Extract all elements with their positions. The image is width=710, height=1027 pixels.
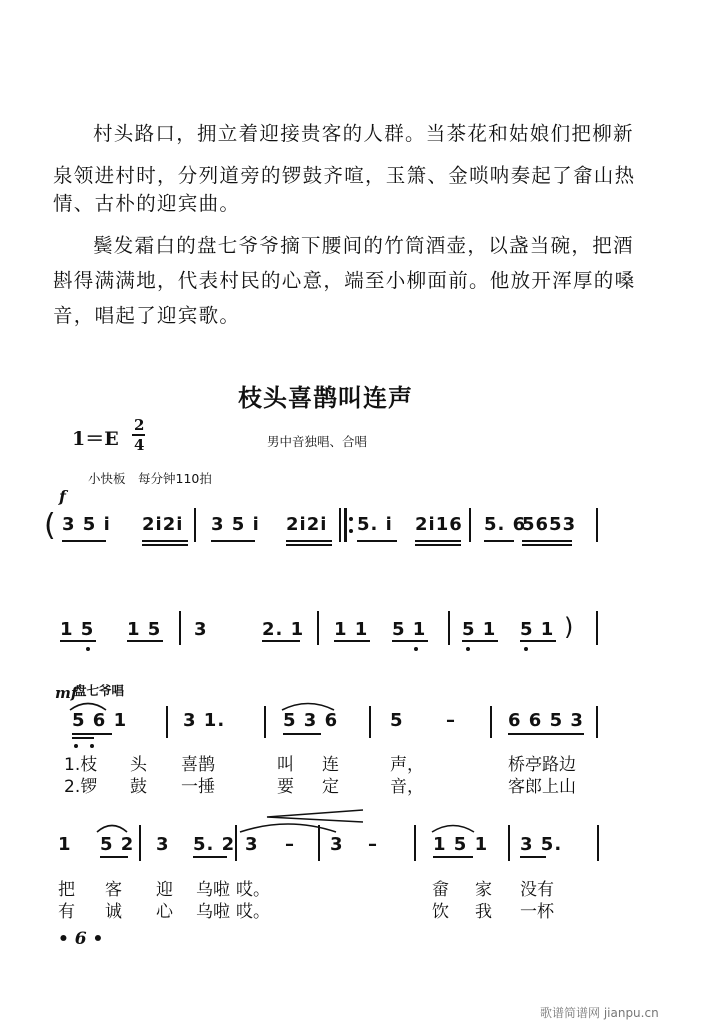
prose-line: 村头路口，拥立着迎接贵客的人群。当茶花和姑娘们把柳新: [93, 122, 634, 145]
barline: [318, 825, 320, 861]
note-group: 3: [156, 834, 170, 855]
lyric: 定: [322, 777, 339, 797]
lyric: 喜鹊: [181, 755, 215, 775]
time-signature-top: 2: [134, 416, 145, 434]
barline: [596, 611, 598, 645]
note-group: 5653: [522, 514, 577, 535]
barline: [490, 706, 492, 738]
note-group: 5 1: [520, 619, 555, 640]
repeat-dot: [349, 529, 353, 533]
beam-line: [522, 544, 572, 546]
barline: [235, 825, 237, 861]
beam-line: [62, 540, 106, 542]
prose-line: 情、古朴的迎宾曲。: [53, 192, 241, 215]
beam-line: [522, 540, 572, 542]
prose-line: 斟得满满地，代表村民的心意，端至小柳面前。他放开浑厚的嗓: [53, 269, 636, 292]
note-group: 1 5: [60, 619, 95, 640]
note-group: 1 5 1: [433, 834, 489, 855]
lyric: 音，: [390, 777, 424, 797]
beam-line: [415, 544, 461, 546]
note-group: 5 1: [462, 619, 497, 640]
octave-dot: [86, 647, 90, 651]
lyric: 饮: [432, 902, 449, 922]
beam-line: [334, 640, 370, 642]
barline: [194, 508, 196, 542]
beam-line: [142, 540, 188, 542]
repeat-dot: [349, 517, 353, 521]
tempo-marking: 小快板 每分钟110拍: [88, 471, 212, 486]
lyric: 一捶: [181, 777, 215, 797]
beam-line: [286, 544, 332, 546]
lyric: 桥亭路边: [508, 755, 576, 775]
lyric: 有: [58, 902, 75, 922]
note-group: 5. 2: [193, 834, 236, 855]
note-group: 2. 1: [262, 619, 305, 640]
performance-note: 男中音独唱、合唱: [267, 434, 368, 449]
beam-line: [508, 733, 584, 735]
lyric: 迎: [156, 880, 173, 900]
beam-line: [72, 733, 112, 735]
beam-line: [357, 540, 397, 542]
octave-dot: [524, 647, 528, 651]
note-group: 2i2i: [142, 514, 184, 535]
octave-dot: [466, 647, 470, 651]
barline: [166, 706, 168, 738]
note-group: 3: [245, 834, 259, 855]
note-group: 1 1: [334, 619, 369, 640]
open-paren: (: [44, 508, 57, 543]
lyric: 心: [156, 902, 173, 922]
dash: –: [446, 710, 456, 731]
beam-line: [142, 544, 188, 546]
dash: –: [368, 834, 378, 855]
octave-dot: [90, 744, 94, 748]
barline: [469, 508, 471, 542]
barline: [414, 825, 416, 861]
note-group: 1 5: [127, 619, 162, 640]
note-group: 5. 6: [484, 514, 527, 535]
page-number: • 6 •: [58, 929, 104, 949]
note-group: 6 6 5 3: [508, 710, 584, 731]
note-group: 3 5.: [520, 834, 563, 855]
note-group: 5 3 6: [283, 710, 339, 731]
barline: [597, 825, 599, 861]
dynamic-mezzo-forte: mf: [55, 684, 78, 702]
note-group: 5 2: [100, 834, 135, 855]
beam-line: [60, 640, 96, 642]
beam-line: [193, 856, 227, 858]
lyric: 我: [475, 902, 492, 922]
lyric: 哎。: [236, 902, 270, 922]
note-group: 5: [390, 710, 404, 731]
key-signature: 1＝E: [72, 428, 119, 450]
lyric: 哎。: [236, 880, 270, 900]
lyric: 客: [105, 880, 122, 900]
singer-label: 盘七爷唱: [74, 683, 125, 698]
prose-line: 泉领进村时，分列道旁的锣鼓齐喧，玉箫、金唢呐奏起了畲山热: [53, 164, 636, 187]
beam-line: [415, 540, 461, 542]
beam-line: [262, 640, 300, 642]
barline: [339, 508, 341, 542]
lyric: 把: [58, 880, 75, 900]
beam-line: [100, 856, 128, 858]
beam-line: [286, 540, 332, 542]
lyric: 客郎上山: [508, 777, 576, 797]
note-group: 1: [58, 834, 72, 855]
repeat-barline: [344, 508, 347, 542]
time-signature-bottom: 4: [134, 436, 145, 454]
prose-line: 音，唱起了迎宾歌。: [53, 304, 241, 327]
note-group: 3 5 i: [211, 514, 260, 535]
lyric: 头: [130, 755, 147, 775]
octave-dot: [74, 744, 78, 748]
barline: [596, 508, 598, 542]
barline: [317, 611, 319, 645]
close-paren: ): [564, 613, 575, 641]
note-group: 3: [194, 619, 208, 640]
barline: [596, 706, 598, 738]
lyric: 一杯: [520, 902, 554, 922]
prose-line: 鬓发霜白的盘七爷爷摘下腰间的竹筒酒壶，以盏当碗，把酒: [93, 234, 634, 257]
dynamic-forte: f: [59, 487, 66, 506]
slur: [430, 821, 476, 833]
watermark: 歌谱简谱网 jianpu.cn: [540, 1006, 659, 1020]
note-group: 5 1: [392, 619, 427, 640]
beam-line: [283, 733, 321, 735]
lyric: 家: [475, 880, 492, 900]
beam-line: [484, 540, 514, 542]
octave-dot: [414, 647, 418, 651]
lyric: 乌啦: [196, 880, 230, 900]
lyric: 声，: [390, 755, 424, 775]
barline: [139, 825, 141, 861]
beam-line: [127, 640, 163, 642]
slur: [95, 821, 129, 833]
lyric: 叫: [277, 755, 294, 775]
barline: [508, 825, 510, 861]
lyric: 连: [322, 755, 339, 775]
beam-line: [520, 856, 546, 858]
barline: [369, 706, 371, 738]
barline: [179, 611, 181, 645]
barline: [448, 611, 450, 645]
beam-line: [433, 856, 473, 858]
note-group: 3 1.: [183, 710, 226, 731]
note-group: 5 6 1: [72, 710, 128, 731]
beam-line: [462, 640, 498, 642]
lyric: 乌啦: [196, 902, 230, 922]
beam-line: [72, 737, 94, 739]
note-group: 5. i: [357, 514, 393, 535]
lyric: 诚: [105, 902, 122, 922]
note-group: 2i16: [415, 514, 463, 535]
note-group: 3 5 i: [62, 514, 111, 535]
beam-line: [392, 640, 428, 642]
lyric: 要: [277, 777, 294, 797]
lyric: 2.锣: [64, 777, 98, 797]
dash: –: [285, 834, 295, 855]
lyric: 没有: [520, 880, 554, 900]
beam-line: [211, 540, 255, 542]
lyric: 鼓: [130, 777, 147, 797]
lyric: 1.枝: [64, 755, 98, 775]
note-group: 2i2i: [286, 514, 328, 535]
beam-line: [520, 640, 556, 642]
barline: [264, 706, 266, 738]
lyric: 畲: [432, 880, 449, 900]
tie: [238, 820, 338, 834]
note-group: 3: [330, 834, 344, 855]
song-title: 枝头喜鹊叫连声: [238, 384, 413, 412]
